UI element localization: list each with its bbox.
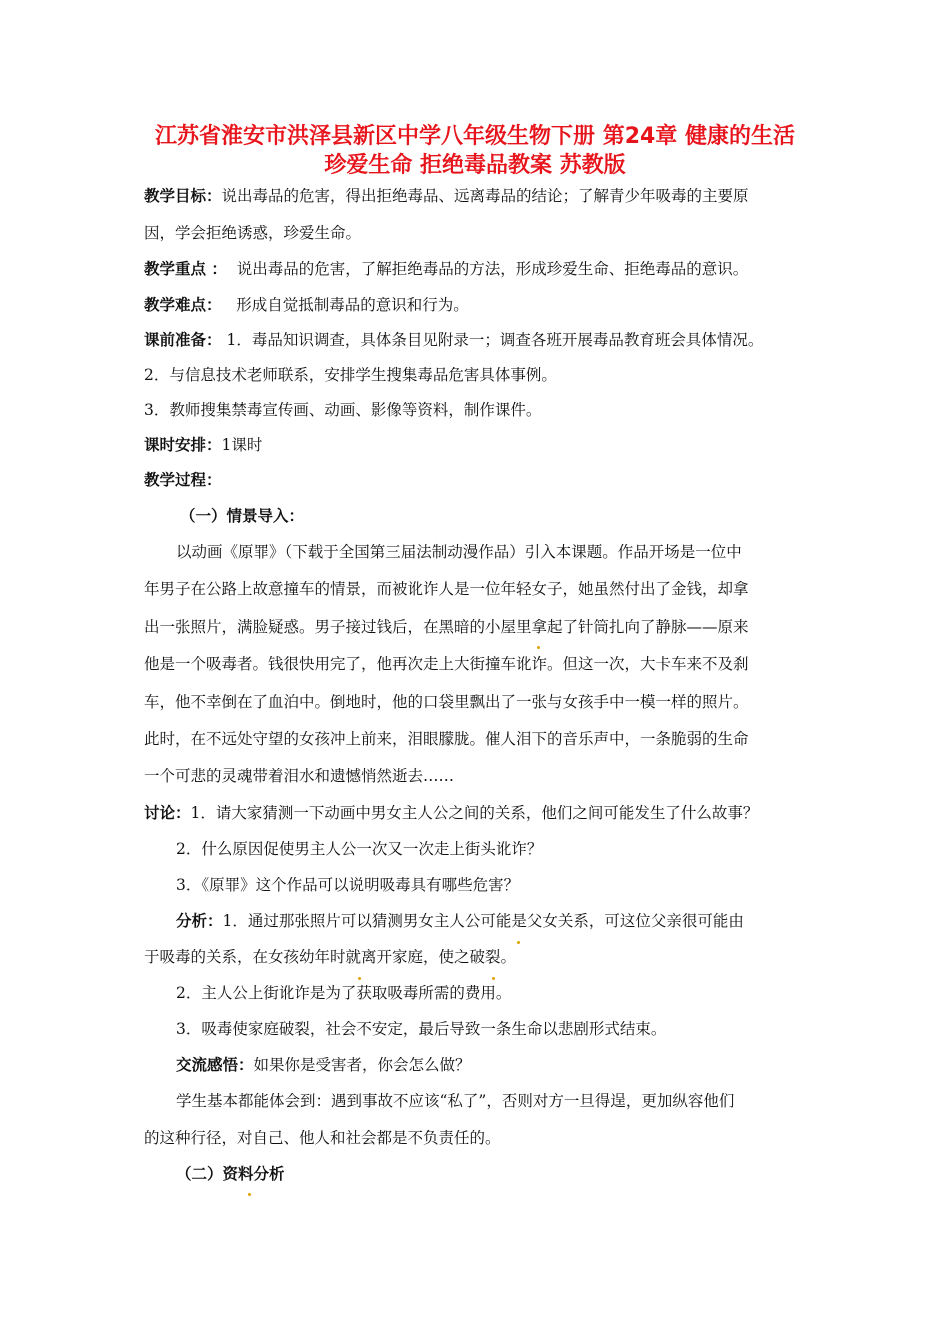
analysis-a1-line1 <box>176 910 810 932</box>
analysis-a1-line2: 于吸毒的关系，在女孩幼年时就离开家庭，使之破裂。 <box>144 948 517 966</box>
reflection-text: 如果你是受害者，你会怎么做？ <box>253 1056 471 1074</box>
preparation-label: 课前准备： <box>144 331 222 349</box>
speck-mark <box>517 941 520 944</box>
objectives-label: 教学目标： <box>144 187 222 205</box>
reflection-para-line2: 的这种行径，对自己、他人和社会都是不负责任的。 <box>144 1129 501 1147</box>
key-points <box>144 258 810 280</box>
key-points-label: 教学重点 ： <box>144 260 227 278</box>
discussion-q2: 2．什么原因促使男主人公一次又一次走上街头讹诈？ <box>176 840 543 858</box>
discussion-label: 讨论： <box>144 804 191 822</box>
section1-para-line6: 此时，在不远处守望的女孩冲上前来，泪眼朦胧。催人泪下的音乐声中，一条脆弱的生命 <box>144 730 749 748</box>
objectives-text: 说出毒品的危害，得出拒绝毒品、远离毒品的结论；了解青少年吸毒的主要原 <box>221 187 749 205</box>
preparation-item1: 1．毒品知识调查，具体条目见附录一；调查各班开展毒品教育班会具体情况。 <box>226 331 764 349</box>
speck-mark <box>537 646 540 649</box>
schedule <box>144 434 810 456</box>
section1-para-line5: 车，他不幸倒在了血泊中。倒地时，他的口袋里飘出了一张与女孩手中一模一样的照片。 <box>144 693 749 711</box>
difficulties-text: 形成自觉抵制毒品的意识和行为。 <box>236 296 469 314</box>
discussion-q3: 3．《原罪》这个作品可以说明吸毒具有哪些危害？ <box>176 876 520 894</box>
section1-para-line1: 以动画《原罪》（下载于全国第三届法制动漫作品）引入本课题。作品开场是一位中 <box>176 543 742 561</box>
section1-heading: （一）情景导入： <box>180 507 305 525</box>
speck-mark <box>248 1193 251 1196</box>
discussion-q1: 1．请大家猜测一下动画中男女主人公之间的关系，他们之间可能发生了什么故事？ <box>190 804 759 822</box>
section1-para-line2: 年男子在公路上故意撞车的情景，而被讹诈人是一位年轻女子，她虽然付出了金钱，却拿 <box>144 580 749 598</box>
speck-mark <box>358 977 361 980</box>
discussion-q1-line <box>144 802 810 824</box>
section2-heading: （二）资料分析 <box>176 1165 285 1183</box>
objectives-line2: 因，学会拒绝诱惑，珍爱生命。 <box>144 224 362 242</box>
preparation-item2: 2．与信息技术老师联系，安排学生搜集毒品危害具体事例。 <box>144 366 557 384</box>
process-label: 教学过程： <box>144 471 222 489</box>
reflection-line <box>176 1054 810 1076</box>
analysis-a1-text: 1．通过那张照片可以猜测男女主人公可能是父女关系，可这位父亲很可能由 <box>222 912 744 930</box>
difficulties <box>144 294 810 316</box>
preparation-line1 <box>144 329 810 351</box>
reflection-para-line1: 学生基本都能体会到：遇到事故不应该“私了”，否则对方一旦得逞，更加纵容他们 <box>176 1092 735 1110</box>
analysis-a3: 3．吸毒使家庭破裂，社会不安定，最后导致一条生命以悲剧形式结束。 <box>176 1020 667 1038</box>
schedule-label: 课时安排： <box>144 436 222 454</box>
section1-para-line4: 他是一个吸毒者。钱很快用完了，他再次走上大街撞车讹诈。但这一次，大卡车来不及刹 <box>144 655 749 673</box>
preparation-item3: 3．教师搜集禁毒宣传画、动画、影像等资料，制作课件。 <box>144 401 542 419</box>
reflection-label: 交流感悟： <box>176 1056 254 1074</box>
objectives-line1 <box>144 185 810 207</box>
section1-para-line3: 出一张照片，满脸疑惑。男子接过钱后，在黑暗的小屋里拿起了针筒扎向了静脉——原来 <box>144 618 749 636</box>
schedule-text: 1课时 <box>221 436 263 454</box>
speck-mark <box>492 977 495 980</box>
key-points-text: 说出毒品的危害，了解拒绝毒品的方法，形成珍爱生命、拒绝毒品的意识。 <box>236 260 749 278</box>
analysis-label: 分析： <box>176 912 223 930</box>
difficulties-label: 教学难点： <box>144 296 222 314</box>
section1-para-line7: 一个可悲的灵魂带着泪水和遗憾悄然逝去…… <box>144 767 455 785</box>
document-title-line1: 江苏省淮安市洪泽县新区中学八年级生物下册 第24章 健康的生活 <box>155 124 795 149</box>
document-title-line2: 珍爱生命 拒绝毒品教案 苏教版 <box>324 153 626 178</box>
analysis-a2: 2．主人公上街讹诈是为了获取吸毒所需的费用。 <box>176 984 512 1002</box>
